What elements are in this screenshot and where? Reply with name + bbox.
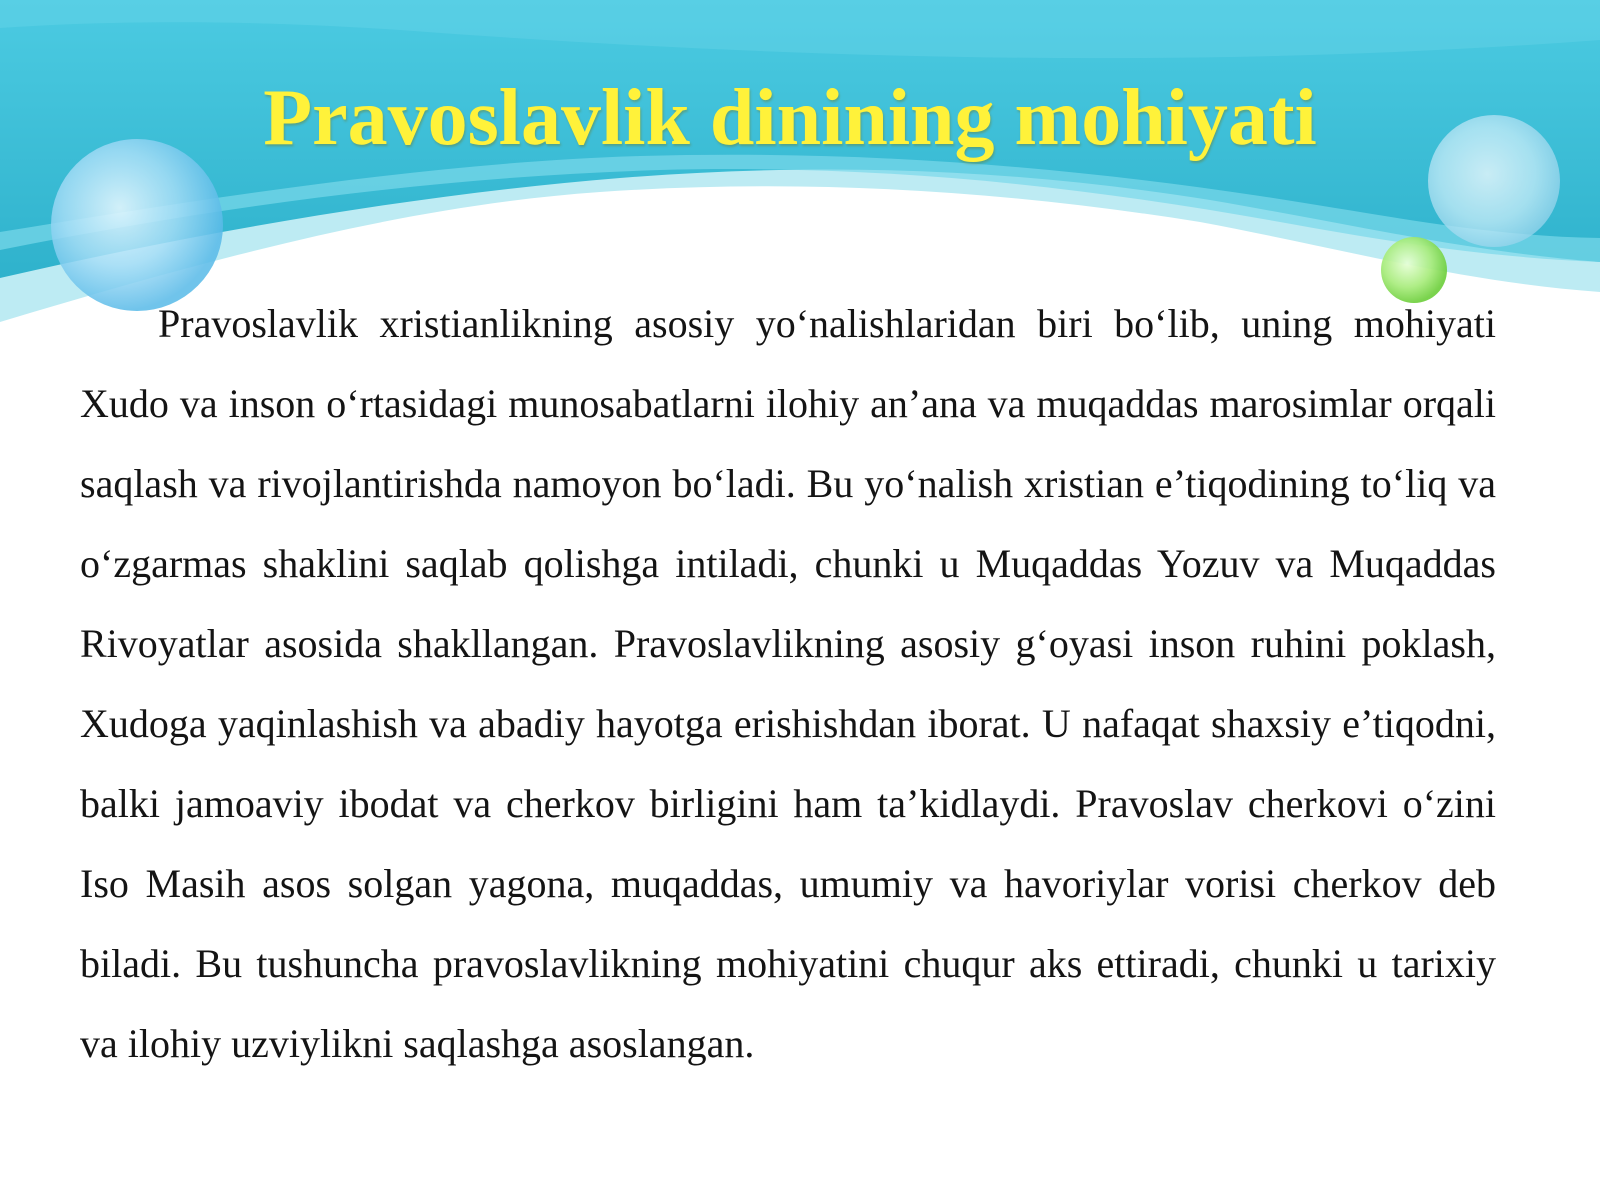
body-paragraph: Pravoslavlik xristianlikning asosiy yo‘nalishlaridan biri bo‘lib, uning mohiyati Xudo va inson o‘rtasidagi munosabatlarni ilohiy an’ana va muqaddas marosimlar orqali saqlash va rivojlantirishda namoyon bo‘ladi. Bu yo‘nalish xristian e’tiqodining to‘liq va o‘zgarmas shaklini saqlab qolishga intiladi, chunki u Muqaddas Yozuv va Muqaddas Rivoyatlar asosida shakllangan. Pravoslavlikning asosiy g‘oyasi inson ruhini poklash, Xudoga yaqinlashish va abadiy hayotga erishishdan iborat. U nafaqat shaxsiy e’tiqodni, balki jamoaviy ibodat va cherkov birligini ham ta’kidlaydi. Pravoslav cherkovi o‘zini Iso Masih asos solgan yagona, muqaddas, umumiy va havoriylar vorisi cherkov deb biladi. Bu tushuncha pravoslavlikning mohiyatini chuqur aks ettiradi, chunki u tarixiy va ilohiy uzviylikni saqlashga asoslangan.: [80, 301, 1496, 1066]
slide-title: Pravoslavlik dinining mohiyati: [263, 74, 1317, 162]
